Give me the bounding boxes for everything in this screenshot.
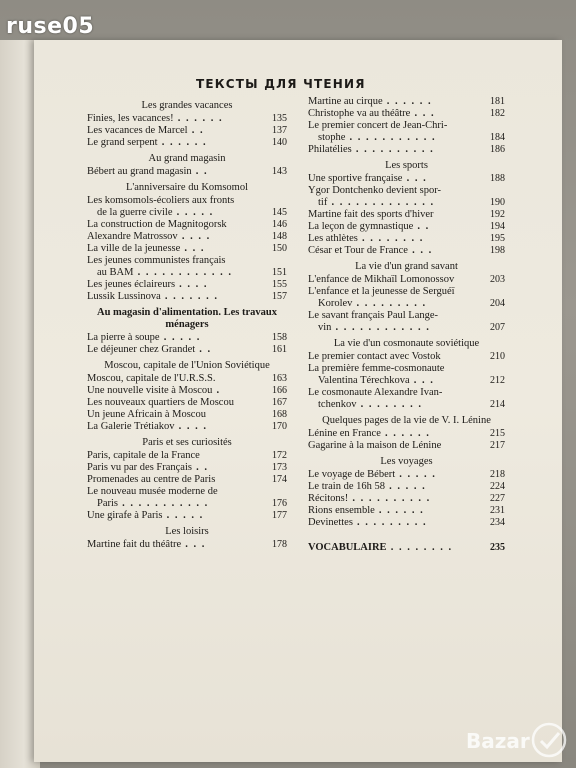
toc-entry-continuation: [308, 322, 505, 334]
toc-entry-title: Les nouveaux quartiers de Moscou: [87, 397, 234, 408]
toc-page-number: 210: [490, 351, 505, 362]
toc-leader-dots: . . .: [180, 243, 206, 254]
toc-entry: [87, 510, 287, 522]
toc-leader-dots: . . . . . . . . . . . .: [133, 267, 233, 278]
toc-leader-dots: . . . . . . . . . . .: [118, 498, 209, 509]
toc-leader-dots: . .: [191, 462, 209, 473]
toc-leader-dots: . . . . . . . . . . . .: [331, 322, 431, 333]
toc-page-number: 182: [490, 108, 505, 119]
toc-entry: [87, 397, 287, 409]
toc-entry: [308, 185, 505, 197]
toc-entry: [308, 542, 505, 554]
toc-entry: [308, 481, 505, 493]
toc-entry: [308, 493, 505, 505]
toc-page-number: 231: [490, 505, 505, 516]
toc-page-number: 186: [490, 144, 505, 155]
toc-entry-title: La pierre à soupe: [87, 332, 160, 343]
toc-entry: [87, 462, 287, 474]
page-title: ТЕКСТЫ ДЛЯ ЧТЕНИЯ: [196, 77, 366, 91]
toc-entry-title: L'enfance de Mikhaïl Lomonossov: [308, 274, 455, 285]
toc-entry: [308, 440, 505, 452]
toc-entry: [87, 113, 287, 125]
toc-entry-title: Le voyage de Bébert: [308, 469, 396, 480]
toc-entry-title: Une nouvelle visite à Moscou: [87, 385, 213, 396]
toc-entry: [87, 219, 287, 231]
toc-entry: [308, 310, 505, 322]
toc-entry: [308, 144, 505, 156]
toc-page-number: 195: [490, 233, 505, 244]
toc-entry-title: Moscou, capitale de l'U.R.S.S.: [87, 373, 216, 384]
toc-entry-title: VOCABULAIRE: [308, 542, 387, 553]
toc-entry-title: Les vacances de Marcel: [87, 125, 188, 136]
toc-page-number: 194: [490, 221, 505, 232]
toc-page-number: 151: [272, 267, 287, 278]
toc-entry-title: Une girafe à Paris: [87, 510, 163, 521]
toc-entry-title: Alexandre Matrossov: [87, 231, 178, 242]
toc-entry-title: Martine fait du théâtre: [87, 539, 182, 550]
toc-entry: [87, 195, 287, 207]
toc-section-heading: Les voyages: [380, 456, 433, 467]
toc-entry-title: La leçon de gymnastique: [308, 221, 414, 232]
toc-leader-dots: . . . . . . . . .: [352, 517, 428, 528]
toc-page-number: 150: [272, 243, 287, 254]
toc-entry: [308, 428, 505, 440]
toc-leader-dots: . . . . . . . . . .: [351, 144, 435, 155]
toc-entry-title: Lussik Lussinova: [87, 291, 161, 302]
toc-page-number: 140: [272, 137, 287, 148]
toc-entry: [87, 409, 287, 421]
toc-page-number: 217: [490, 440, 505, 451]
toc-page-number: 146: [272, 219, 287, 230]
toc-entry-title: Le premier concert de Jean-Chri-: [308, 120, 448, 131]
toc-entry-title: Le savant français Paul Lange-: [308, 310, 439, 321]
toc-entry: [308, 96, 505, 108]
toc-entry: [87, 486, 287, 498]
site-watermark: ruse05: [6, 14, 95, 39]
toc-page-number: 224: [490, 481, 505, 492]
toc-entry-title: Le cosmonaute Alexandre Ivan-: [308, 387, 443, 398]
toc-entry: [308, 387, 505, 399]
toc-entry: [87, 373, 287, 385]
toc-entry-title: Promenades au centre de Paris: [87, 474, 216, 485]
toc-page-number: 235: [490, 542, 505, 553]
toc-page-number: 157: [272, 291, 287, 302]
toc-leader-dots: . . .: [181, 539, 206, 550]
toc-page-number: 176: [272, 498, 287, 509]
toc-entry-title: Le premier contact avec Vostok: [308, 351, 441, 362]
toc-page-number: 155: [272, 279, 287, 290]
toc-entry: [308, 469, 505, 481]
toc-page-number: 198: [490, 245, 505, 256]
toc-page-number: 181: [490, 96, 505, 107]
toc-leader-dots: . .: [191, 166, 209, 177]
toc-section-heading: Moscou, capitale de l'Union Soviétique: [104, 360, 270, 371]
toc-page-number: 203: [490, 274, 505, 285]
toc-page-number: 168: [272, 409, 287, 420]
toc-leader-dots: . . . . . .: [157, 137, 208, 148]
toc-page-number: 135: [272, 113, 287, 124]
toc-leader-dots: . . .: [410, 108, 436, 119]
toc-entry: [308, 209, 505, 221]
toc-leader-dots: . . . . . . .: [160, 291, 219, 302]
toc-page-number: 234: [490, 517, 505, 528]
toc-entry: [87, 279, 287, 291]
toc-page-number: 170: [272, 421, 287, 432]
bazar-logo-watermark: [464, 718, 574, 762]
toc-entry-continuation: [308, 375, 505, 387]
toc-entry: [308, 363, 505, 375]
toc-section-heading: Les loisirs: [165, 526, 209, 537]
toc-entry-title: L'enfance et la jeunesse de Serguéï: [308, 286, 455, 297]
toc-entry: [87, 344, 287, 356]
toc-entry-title: Paris, capitale de la France: [87, 450, 200, 461]
toc-entry-title: Bébert au grand magasin: [87, 166, 192, 177]
toc-entry-continuation: [308, 132, 505, 144]
toc-page-number: 190: [490, 197, 505, 208]
toc-entry-continuation: [87, 498, 287, 510]
toc-entry: [308, 173, 505, 185]
toc-entry-title: Une sportive française: [308, 173, 403, 184]
toc-leader-dots: . . . . . . . .: [357, 233, 424, 244]
toc-leader-dots: . . . . . . . .: [386, 542, 453, 553]
toc-entry-title: Paris: [97, 498, 118, 509]
toc-entry-title: Un jeune Africain à Moscou: [87, 409, 206, 420]
toc-section-heading: Les grandes vacances: [141, 100, 233, 111]
toc-entry-title: La construction de Magnitogorsk: [87, 219, 227, 230]
toc-entry-title: Paris vu par des Français: [87, 462, 192, 473]
toc-entry: [87, 421, 287, 433]
toc-leader-dots: . .: [413, 221, 430, 232]
toc-leader-dots: . . . .: [174, 421, 208, 432]
toc-entry: [308, 286, 505, 298]
toc-leader-dots: . .: [187, 125, 205, 136]
toc-entry: [308, 120, 505, 132]
toc-entry-title: Ygor Dontchenko devient spor-: [308, 185, 442, 196]
toc-entry-title: tif: [318, 197, 328, 208]
toc-leader-dots: . . . .: [177, 231, 211, 242]
toc-entry: [308, 233, 505, 245]
toc-page-number: 215: [490, 428, 505, 439]
toc-entry: [87, 255, 287, 267]
toc-entry: [87, 231, 287, 243]
toc-section-heading: Quelques pages de la vie de V. I. Lénine: [322, 415, 491, 426]
toc-entry: [87, 332, 287, 344]
toc-leader-dots: . . .: [409, 375, 435, 386]
toc-entry-title: Finies, les vacances!: [87, 113, 174, 124]
toc-entry-title: Korolev: [318, 298, 353, 309]
toc-entry-title: Le nouveau musée moderne de: [87, 486, 218, 497]
toc-page-number: 137: [272, 125, 287, 136]
toc-page-number: 174: [272, 474, 287, 485]
toc-entry: [87, 291, 287, 303]
toc-leader-dots: . . . . . .: [382, 96, 433, 107]
toc-page-number: 161: [272, 344, 287, 355]
toc-left-column: [87, 96, 287, 551]
toc-entry-title: La ville de la jeunesse: [87, 243, 181, 254]
toc-page-number: 218: [490, 469, 505, 480]
toc-page-number: 192: [490, 209, 505, 220]
toc-section-heading: Au grand magasin: [148, 153, 226, 164]
toc-page-number: 167: [272, 397, 287, 408]
toc-spacer: [308, 529, 505, 537]
bazar-logo-text: Bazar: [466, 729, 530, 753]
toc-entry-continuation: [308, 399, 505, 411]
toc-page-number: 204: [490, 298, 505, 309]
toc-section-heading: Au magasin d'alimentation. Les travaux ménagers: [97, 307, 277, 330]
toc-entry: [308, 505, 505, 517]
toc-entry: [308, 351, 505, 363]
toc-entry-continuation: [87, 207, 287, 219]
toc-entry-title: Valentina Térechkova: [318, 375, 410, 386]
toc-entry: [87, 125, 287, 137]
toc-section-heading: La vie d'un grand savant: [355, 261, 458, 272]
toc-leader-dots: . . . . .: [395, 469, 437, 480]
toc-entry-title: Martine fait des sports d'hiver: [308, 209, 434, 220]
toc-entry-title: Le grand serpent: [87, 137, 158, 148]
toc-section-heading: Les sports: [385, 160, 428, 171]
toc-entry: [87, 539, 287, 551]
toc-leader-dots: . . . . . . . . . .: [348, 493, 431, 504]
toc-entry-title: Le déjeuner chez Grandet: [87, 344, 196, 355]
toc-entry-title: Les jeunes éclaireurs: [87, 279, 176, 290]
toc-entry-title: La Galerie Trétiakov: [87, 421, 175, 432]
toc-leader-dots: . . . . . .: [173, 113, 224, 124]
toc-entry-title: Les komsomols-écoliers aux fronts: [87, 195, 235, 206]
toc-entry-title: tchenkov: [318, 399, 357, 410]
toc-entry: [87, 137, 287, 149]
toc-section-heading: La vie d'un cosmonaute soviétique: [333, 338, 480, 349]
toc-entry-title: Rions ensemble: [308, 505, 375, 516]
toc-entry-title: Martine au cirque: [308, 96, 383, 107]
toc-entry-title: Gagarine à la maison de Lénine: [308, 440, 442, 451]
toc-entry-title: Lénine en France: [308, 428, 381, 439]
toc-page-number: 143: [272, 166, 287, 177]
toc-page-number: 166: [272, 385, 287, 396]
toc-leader-dots: . . . . . .: [374, 505, 425, 516]
toc-page-number: 173: [272, 462, 287, 473]
toc-page-number: 212: [490, 375, 505, 386]
toc-page-number: 163: [272, 373, 287, 384]
toc-entry-title: au BAM: [97, 267, 134, 278]
toc-page-number: 178: [272, 539, 287, 550]
toc-entry-title: Devinettes: [308, 517, 353, 528]
toc-entry-title: stophe: [318, 132, 346, 143]
toc-page-number: 184: [490, 132, 505, 143]
toc-entry: [308, 517, 505, 529]
toc-leader-dots: . . . . . . . .: [356, 399, 423, 410]
toc-entry-title: Philatélies: [308, 144, 352, 155]
toc-entry: [87, 474, 287, 486]
toc-leader-dots: . . . . .: [159, 332, 201, 343]
toc-page-number: 188: [490, 173, 505, 184]
toc-leader-dots: . . . . .: [172, 207, 214, 218]
toc-section-heading: L'anniversaire du Komsomol: [125, 182, 249, 193]
toc-entry-continuation: [308, 298, 505, 310]
toc-page-number: 145: [272, 207, 287, 218]
toc-entry-title: Le train de 16h 58: [308, 481, 385, 492]
toc-entry-title: vin: [318, 322, 332, 333]
toc-entry: [87, 385, 287, 397]
toc-leader-dots: . .: [195, 344, 212, 355]
toc-leader-dots: . . . . . . . . . . .: [345, 132, 437, 143]
toc-leader-dots: . . . . . . . . . . . . .: [327, 197, 435, 208]
toc-entry-title: Récitons!: [308, 493, 349, 504]
toc-entry: [308, 274, 505, 286]
toc-entry: [308, 221, 505, 233]
toc-page-number: 158: [272, 332, 287, 343]
toc-entry: [87, 450, 287, 462]
toc-entry: [308, 245, 505, 257]
toc-entry: [87, 166, 287, 178]
toc-leader-dots: . . . . .: [384, 481, 427, 492]
toc-leader-dots: . . .: [407, 245, 433, 256]
toc-leader-dots: . . .: [402, 173, 428, 184]
toc-entry-title: Les jeunes communistes français: [87, 255, 226, 266]
toc-entry-title: de la guerre civile: [97, 207, 173, 218]
toc-entry: [87, 243, 287, 255]
toc-page-number: 148: [272, 231, 287, 242]
toc-page-number: 172: [272, 450, 287, 461]
toc-right-column: [308, 96, 505, 554]
toc-section-heading: Paris et ses curiosités: [142, 437, 232, 448]
toc-entry: [308, 108, 505, 120]
toc-page-number: 227: [490, 493, 505, 504]
toc-entry-title: La première femme-cosmonaute: [308, 363, 445, 374]
toc-page-number: 207: [490, 322, 505, 333]
toc-entry-title: Christophe va au théâtre: [308, 108, 411, 119]
toc-page-number: 177: [272, 510, 287, 521]
toc-entry-continuation: [308, 197, 505, 209]
toc-entry-continuation: [87, 267, 287, 279]
toc-leader-dots: . . . . .: [162, 510, 204, 521]
toc-leader-dots: . . . . . .: [380, 428, 431, 439]
toc-entry-title: César et Tour de France: [308, 245, 408, 256]
toc-page-number: 214: [490, 399, 505, 410]
toc-entry-title: Les athlètes: [308, 233, 358, 244]
toc-leader-dots: . . . .: [175, 279, 209, 290]
toc-leader-dots: .: [212, 385, 221, 396]
toc-leader-dots: . . . . . . . . .: [352, 298, 427, 309]
